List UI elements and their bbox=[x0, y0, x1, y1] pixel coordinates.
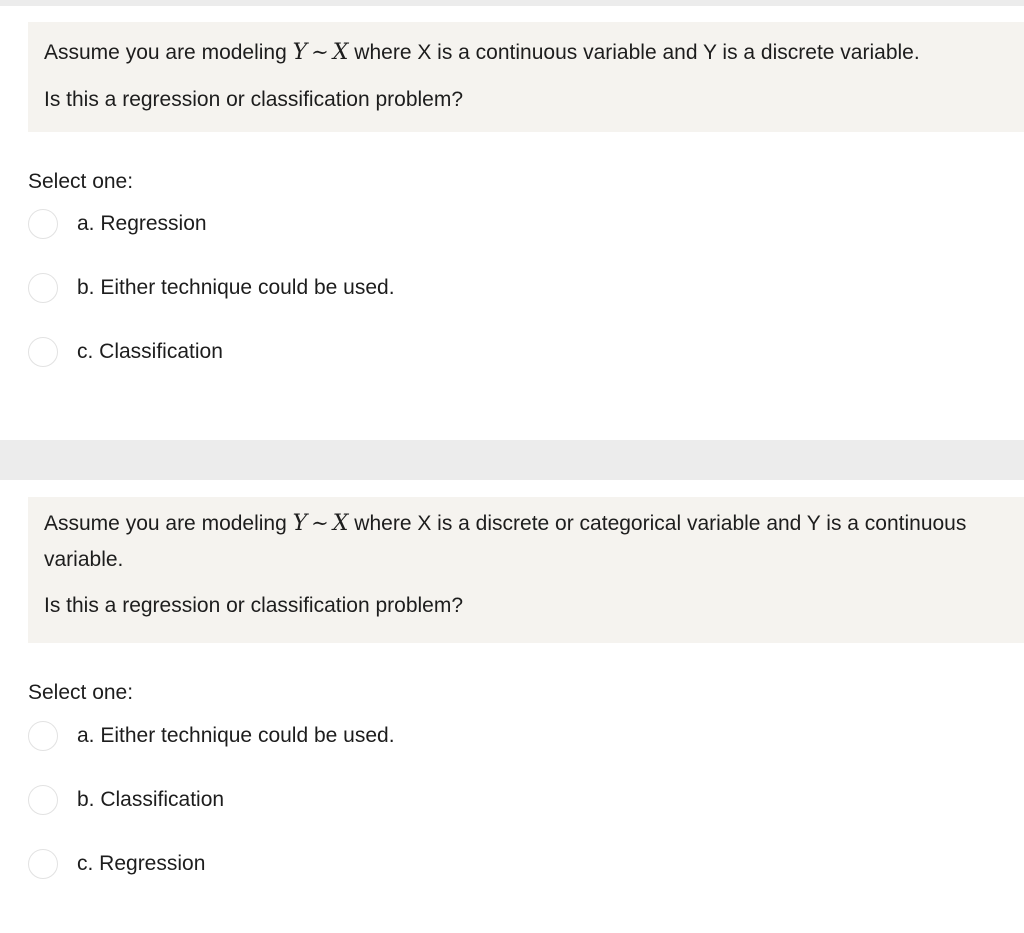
option-label[interactable]: a. Regression bbox=[77, 212, 207, 235]
radio-button[interactable] bbox=[28, 273, 58, 303]
option-label[interactable]: a. Either technique could be used. bbox=[77, 724, 395, 747]
question-2-text-box bbox=[28, 497, 1024, 643]
radio-button[interactable] bbox=[28, 785, 58, 815]
question-1-text-box bbox=[28, 22, 1024, 132]
radio-button[interactable] bbox=[28, 849, 58, 879]
option-label[interactable]: b. Either technique could be used. bbox=[77, 276, 395, 299]
math-tilde: ∼ bbox=[311, 40, 329, 64]
question-2-option-a[interactable] bbox=[28, 718, 395, 754]
math-y: Y bbox=[292, 40, 308, 65]
question-1-statement: Assume you are modeling Y ∼ X where X is a continuous variable and Y is a discrete variable. bbox=[44, 40, 920, 65]
option-label[interactable]: b. Classification bbox=[77, 788, 225, 811]
math-x: X bbox=[332, 511, 349, 536]
top-separator bbox=[0, 0, 1024, 6]
option-label[interactable]: c. Classification bbox=[77, 340, 223, 363]
question-2-option-b[interactable] bbox=[28, 782, 224, 818]
question-1-prompt: Is this a regression or classification problem? bbox=[44, 88, 464, 111]
math-y: Y bbox=[292, 511, 308, 536]
radio-button[interactable] bbox=[28, 337, 58, 367]
radio-button[interactable] bbox=[28, 209, 58, 239]
question-separator bbox=[0, 440, 1024, 480]
question-2-statement: Assume you are modeling Y ∼ X where X is a discrete or categorical variable and Y is a continuous variable. bbox=[44, 511, 967, 571]
math-x: X bbox=[332, 40, 349, 65]
option-label[interactable]: c. Regression bbox=[77, 852, 206, 875]
question-1-option-a[interactable] bbox=[28, 206, 207, 242]
question-1-select-label: Select one: bbox=[28, 170, 134, 193]
question-2-select-label: Select one: bbox=[28, 681, 134, 704]
question-1-option-c[interactable] bbox=[28, 334, 223, 370]
question-1-option-b[interactable] bbox=[28, 270, 395, 306]
radio-button[interactable] bbox=[28, 721, 58, 751]
question-2-option-c[interactable] bbox=[28, 846, 205, 882]
math-tilde: ∼ bbox=[311, 511, 329, 535]
question-2-prompt: Is this a regression or classification problem? bbox=[44, 594, 464, 617]
